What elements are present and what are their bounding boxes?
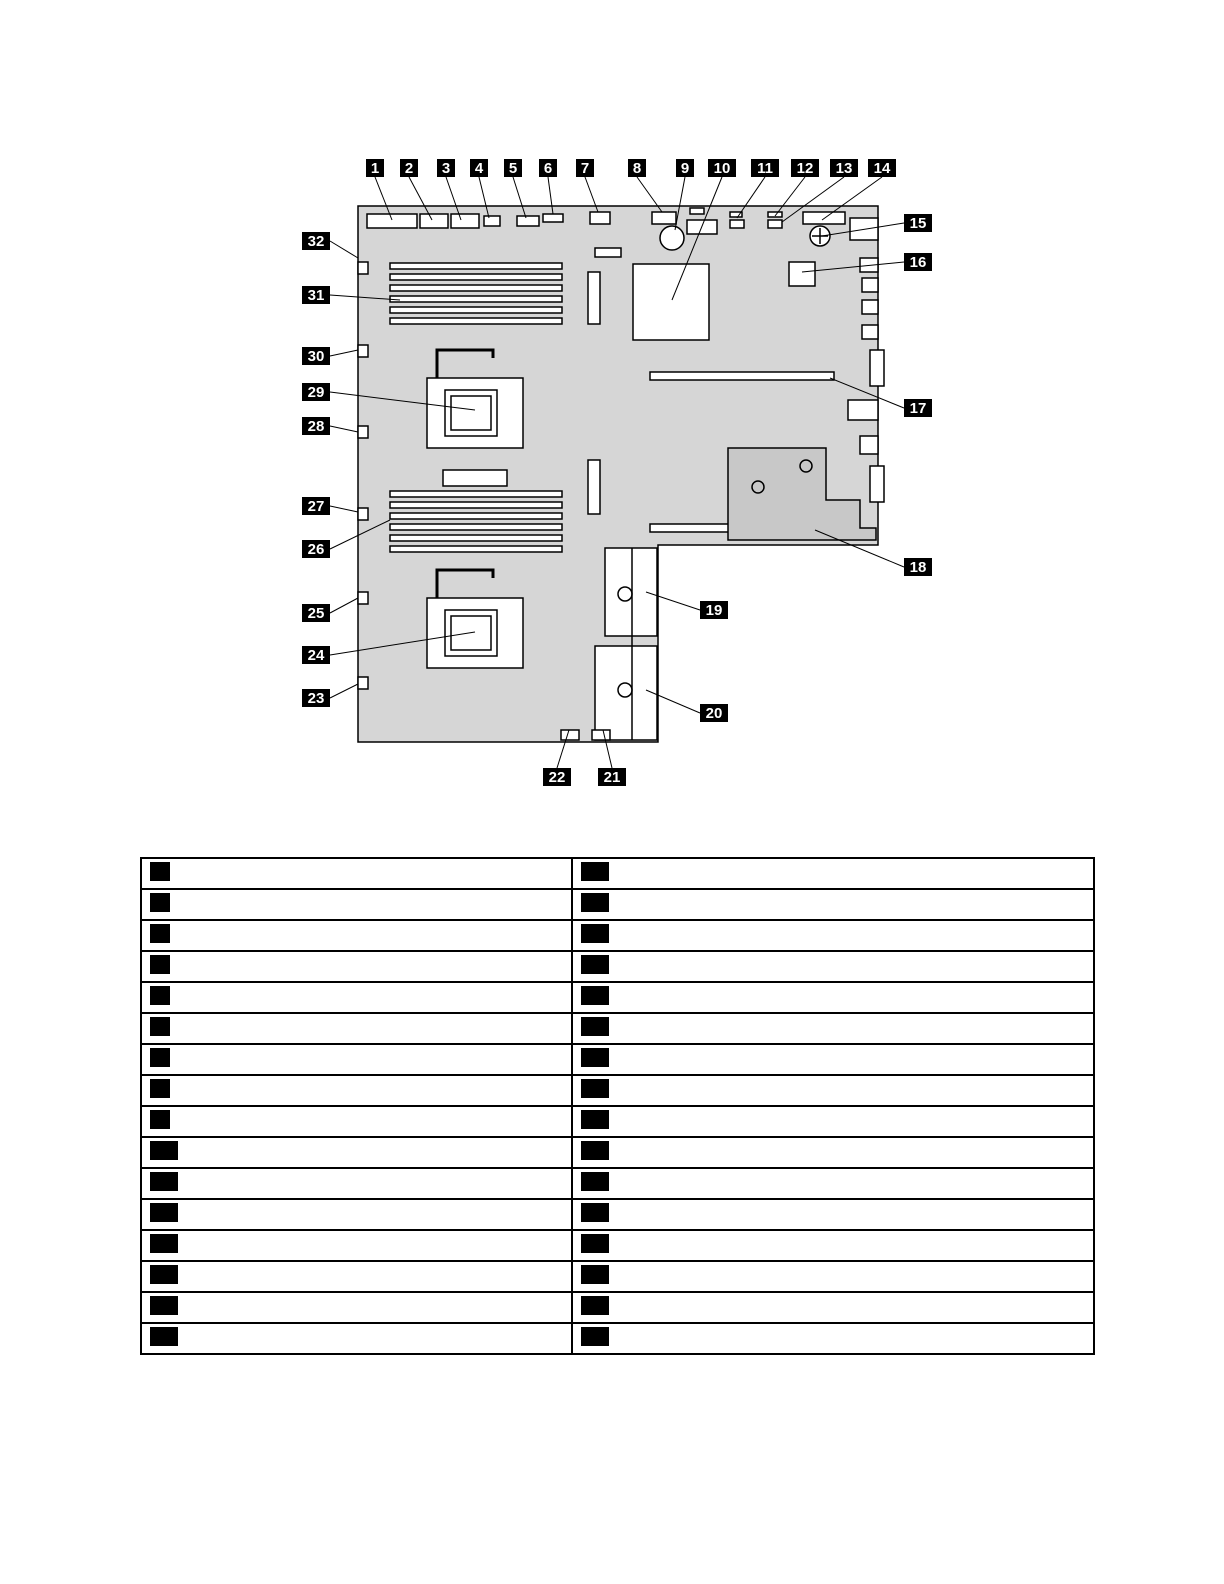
callout-11	[751, 159, 779, 177]
callout-15	[904, 214, 932, 232]
leader-line	[330, 684, 358, 698]
legend-cell-right	[572, 951, 1094, 982]
legend-number-badge: 8	[150, 1079, 170, 1098]
legend-cell-left	[141, 1292, 572, 1323]
dimm-slot	[390, 318, 562, 324]
legend-number-badge: 20	[581, 955, 609, 974]
callout-14	[868, 159, 896, 177]
fan-connector	[358, 345, 368, 357]
legend-cell-left	[141, 1168, 572, 1199]
dimm-slot	[390, 274, 562, 280]
legend-cell-right	[572, 1230, 1094, 1261]
pci-slot	[650, 372, 834, 380]
callout-number: 25	[307, 605, 325, 622]
legend-cell-right	[572, 1013, 1094, 1044]
callout-21	[598, 768, 626, 786]
callout-number: 12	[796, 160, 814, 177]
rear-port	[870, 466, 884, 502]
dimm-slot	[390, 263, 562, 269]
fan-connector	[358, 592, 368, 604]
system-board	[358, 206, 884, 742]
callout-13	[830, 159, 858, 177]
callout-1	[366, 159, 384, 177]
legend-cell-right	[572, 1137, 1094, 1168]
callout-number: 2	[404, 160, 414, 177]
legend-number-badge: 28	[581, 1203, 609, 1222]
legend-number-badge: 31	[581, 1296, 609, 1315]
legend-cell-right	[572, 1261, 1094, 1292]
legend-cell-right	[572, 858, 1094, 889]
callout-number: 1	[370, 160, 380, 177]
legend-row	[141, 920, 1094, 951]
legend-number-badge: 10	[150, 1141, 178, 1160]
callout-number: 20	[705, 705, 723, 722]
legend-cell-left	[141, 1013, 572, 1044]
callout-number: 8	[632, 160, 642, 177]
callout-number: 21	[603, 769, 621, 786]
connector	[690, 208, 704, 214]
legend-number-badge: 21	[581, 986, 609, 1005]
callout-17	[904, 399, 932, 417]
battery	[660, 226, 684, 250]
leader-line	[330, 426, 358, 432]
rear-port	[870, 350, 884, 386]
dimm-slot	[390, 285, 562, 291]
legend-cell-left	[141, 1106, 572, 1137]
legend-number-badge: 12	[150, 1203, 178, 1222]
legend-number-badge: 6	[150, 1017, 170, 1036]
legend-number-badge: 25	[581, 1110, 609, 1129]
connector	[862, 278, 878, 292]
leader-line	[330, 598, 358, 613]
dimm-slot	[390, 502, 562, 508]
connector	[517, 216, 539, 226]
callout-number: 3	[441, 160, 451, 177]
legend-number-badge: 15	[150, 1296, 178, 1315]
callout-number: 32	[307, 233, 325, 250]
legend-number-badge: 17	[581, 862, 609, 881]
legend-cell-right	[572, 920, 1094, 951]
connector	[543, 214, 563, 222]
callout-28	[302, 417, 330, 435]
legend-number-badge: 13	[150, 1234, 178, 1253]
leader-line	[330, 241, 358, 258]
callout-number: 28	[307, 418, 325, 435]
power-supply-bay	[595, 646, 657, 740]
callout-number: 10	[713, 160, 731, 177]
callout-12	[791, 159, 819, 177]
legend-cell-right	[572, 1199, 1094, 1230]
callout-18	[904, 558, 932, 576]
legend-number-badge: 19	[581, 924, 609, 943]
legend-cell-right	[572, 1292, 1094, 1323]
callout-number: 7	[580, 160, 590, 177]
legend-row	[141, 951, 1094, 982]
callout-number: 11	[757, 160, 773, 177]
callout-number: 15	[909, 215, 927, 232]
legend-cell-left	[141, 920, 572, 951]
callout-31	[302, 286, 330, 304]
legend-cell-left	[141, 889, 572, 920]
callout-6	[539, 159, 557, 177]
legend-row	[141, 982, 1094, 1013]
legend-cell-right	[572, 1106, 1094, 1137]
connector	[451, 214, 479, 228]
callout-number: 14	[873, 160, 891, 177]
legend-number-badge: 22	[581, 1017, 609, 1036]
legend-number-badge: 26	[581, 1141, 609, 1160]
legend-cell-right	[572, 1075, 1094, 1106]
callout-4	[470, 159, 488, 177]
legend-number-badge: 7	[150, 1048, 170, 1067]
dimm-slot	[390, 307, 562, 313]
callout-number: 31	[307, 287, 325, 304]
legend-row	[141, 1199, 1094, 1230]
legend-number-badge: 29	[581, 1234, 609, 1253]
legend-number-badge: 27	[581, 1172, 609, 1191]
callout-3	[437, 159, 455, 177]
legend-number-badge: 24	[581, 1079, 609, 1098]
legend-number-badge: 30	[581, 1265, 609, 1284]
callout-number: 22	[548, 769, 566, 786]
dimm-slot	[390, 491, 562, 497]
legend-cell-left	[141, 1230, 572, 1261]
callout-19	[700, 601, 728, 619]
legend-cell-right	[572, 1323, 1094, 1354]
legend-cell-right	[572, 889, 1094, 920]
legend-table	[140, 857, 1095, 1355]
callout-number: 5	[508, 160, 518, 177]
legend-cell-left	[141, 982, 572, 1013]
callout-8	[628, 159, 646, 177]
dimm-slot	[390, 535, 562, 541]
connector	[860, 436, 878, 454]
callout-24	[302, 646, 330, 664]
chipset	[633, 264, 709, 340]
legend-number-badge: 14	[150, 1265, 178, 1284]
connector	[367, 214, 417, 228]
callout-22	[543, 768, 571, 786]
callout-23	[302, 689, 330, 707]
connector	[730, 220, 744, 228]
callout-number: 13	[835, 160, 853, 177]
callout-number: 26	[307, 541, 325, 558]
legend-row	[141, 889, 1094, 920]
callout-32	[302, 232, 330, 250]
callout-7	[576, 159, 594, 177]
callout-number: 24	[307, 647, 325, 664]
connector	[768, 212, 782, 217]
callout-2	[400, 159, 418, 177]
sas-connector	[588, 272, 600, 324]
legend-row	[141, 1292, 1094, 1323]
legend-row	[141, 1075, 1094, 1106]
legend-number-badge: 16	[150, 1327, 178, 1346]
header	[443, 470, 507, 486]
sas-connector	[588, 460, 600, 514]
legend-number-badge: 1	[150, 862, 170, 881]
legend-number-badge: 2	[150, 893, 170, 912]
callout-number: 30	[307, 348, 325, 365]
callout-30	[302, 347, 330, 365]
legend-row	[141, 1230, 1094, 1261]
legend-cell-right	[572, 1168, 1094, 1199]
legend-row	[141, 1106, 1094, 1137]
dimm-slot	[390, 524, 562, 530]
legend-cell-left	[141, 1261, 572, 1292]
dimm-slot	[390, 513, 562, 519]
callout-number: 19	[705, 602, 723, 619]
connector	[848, 400, 878, 420]
legend-cell-left	[141, 1044, 572, 1075]
callout-number: 16	[909, 254, 927, 271]
connector	[768, 220, 782, 228]
callout-number: 9	[680, 160, 690, 177]
legend-cell-right	[572, 982, 1094, 1013]
legend-cell-left	[141, 951, 572, 982]
legend-number-badge: 11	[150, 1172, 178, 1191]
power-connector	[561, 730, 579, 740]
connector	[595, 248, 621, 257]
callout-27	[302, 497, 330, 515]
legend-number-badge: 9	[150, 1110, 170, 1129]
connector	[484, 216, 500, 226]
leader-line	[330, 506, 358, 512]
legend-row	[141, 1137, 1094, 1168]
callout-26	[302, 540, 330, 558]
legend-cell-left	[141, 1137, 572, 1168]
legend-number-badge: 23	[581, 1048, 609, 1067]
legend-number-badge: 5	[150, 986, 170, 1005]
legend-number-badge: 32	[581, 1327, 609, 1346]
legend-number-badge: 18	[581, 893, 609, 912]
legend-cell-left	[141, 1323, 572, 1354]
connector	[862, 325, 878, 339]
callout-number: 23	[307, 690, 325, 707]
bmc-chip	[789, 262, 815, 286]
power-connector	[592, 730, 610, 740]
callout-number: 29	[307, 384, 325, 401]
dimm-slot	[390, 296, 562, 302]
callout-number: 6	[543, 160, 553, 177]
legend-row	[141, 1168, 1094, 1199]
callout-number: 4	[474, 160, 484, 177]
legend-row	[141, 1323, 1094, 1354]
legend-cell-left	[141, 858, 572, 889]
callout-25	[302, 604, 330, 622]
legend-number-badge: 3	[150, 924, 170, 943]
callout-10	[708, 159, 736, 177]
legend-cell-left	[141, 1199, 572, 1230]
connector	[652, 212, 676, 224]
callout-number: 17	[909, 400, 927, 417]
legend-row	[141, 1013, 1094, 1044]
fan-connector	[358, 426, 368, 438]
legend-cell-right	[572, 1044, 1094, 1075]
callout-20	[700, 704, 728, 722]
callout-9	[676, 159, 694, 177]
dimm-slot	[390, 546, 562, 552]
callout-5	[504, 159, 522, 177]
connector	[420, 214, 448, 228]
legend-cell-left	[141, 1075, 572, 1106]
callout-number: 27	[307, 498, 325, 515]
leader-line	[330, 350, 358, 356]
connector	[590, 212, 610, 224]
legend-number-badge: 4	[150, 955, 170, 974]
callout-number: 18	[909, 559, 927, 576]
connector	[862, 300, 878, 314]
fan-connector	[358, 262, 368, 274]
legend-row	[141, 1261, 1094, 1292]
legend-body	[141, 858, 1094, 1354]
legend-row	[141, 858, 1094, 889]
callout-16	[904, 253, 932, 271]
callout-29	[302, 383, 330, 401]
fan-connector	[358, 508, 368, 520]
legend-row	[141, 1044, 1094, 1075]
fan-connector	[358, 677, 368, 689]
